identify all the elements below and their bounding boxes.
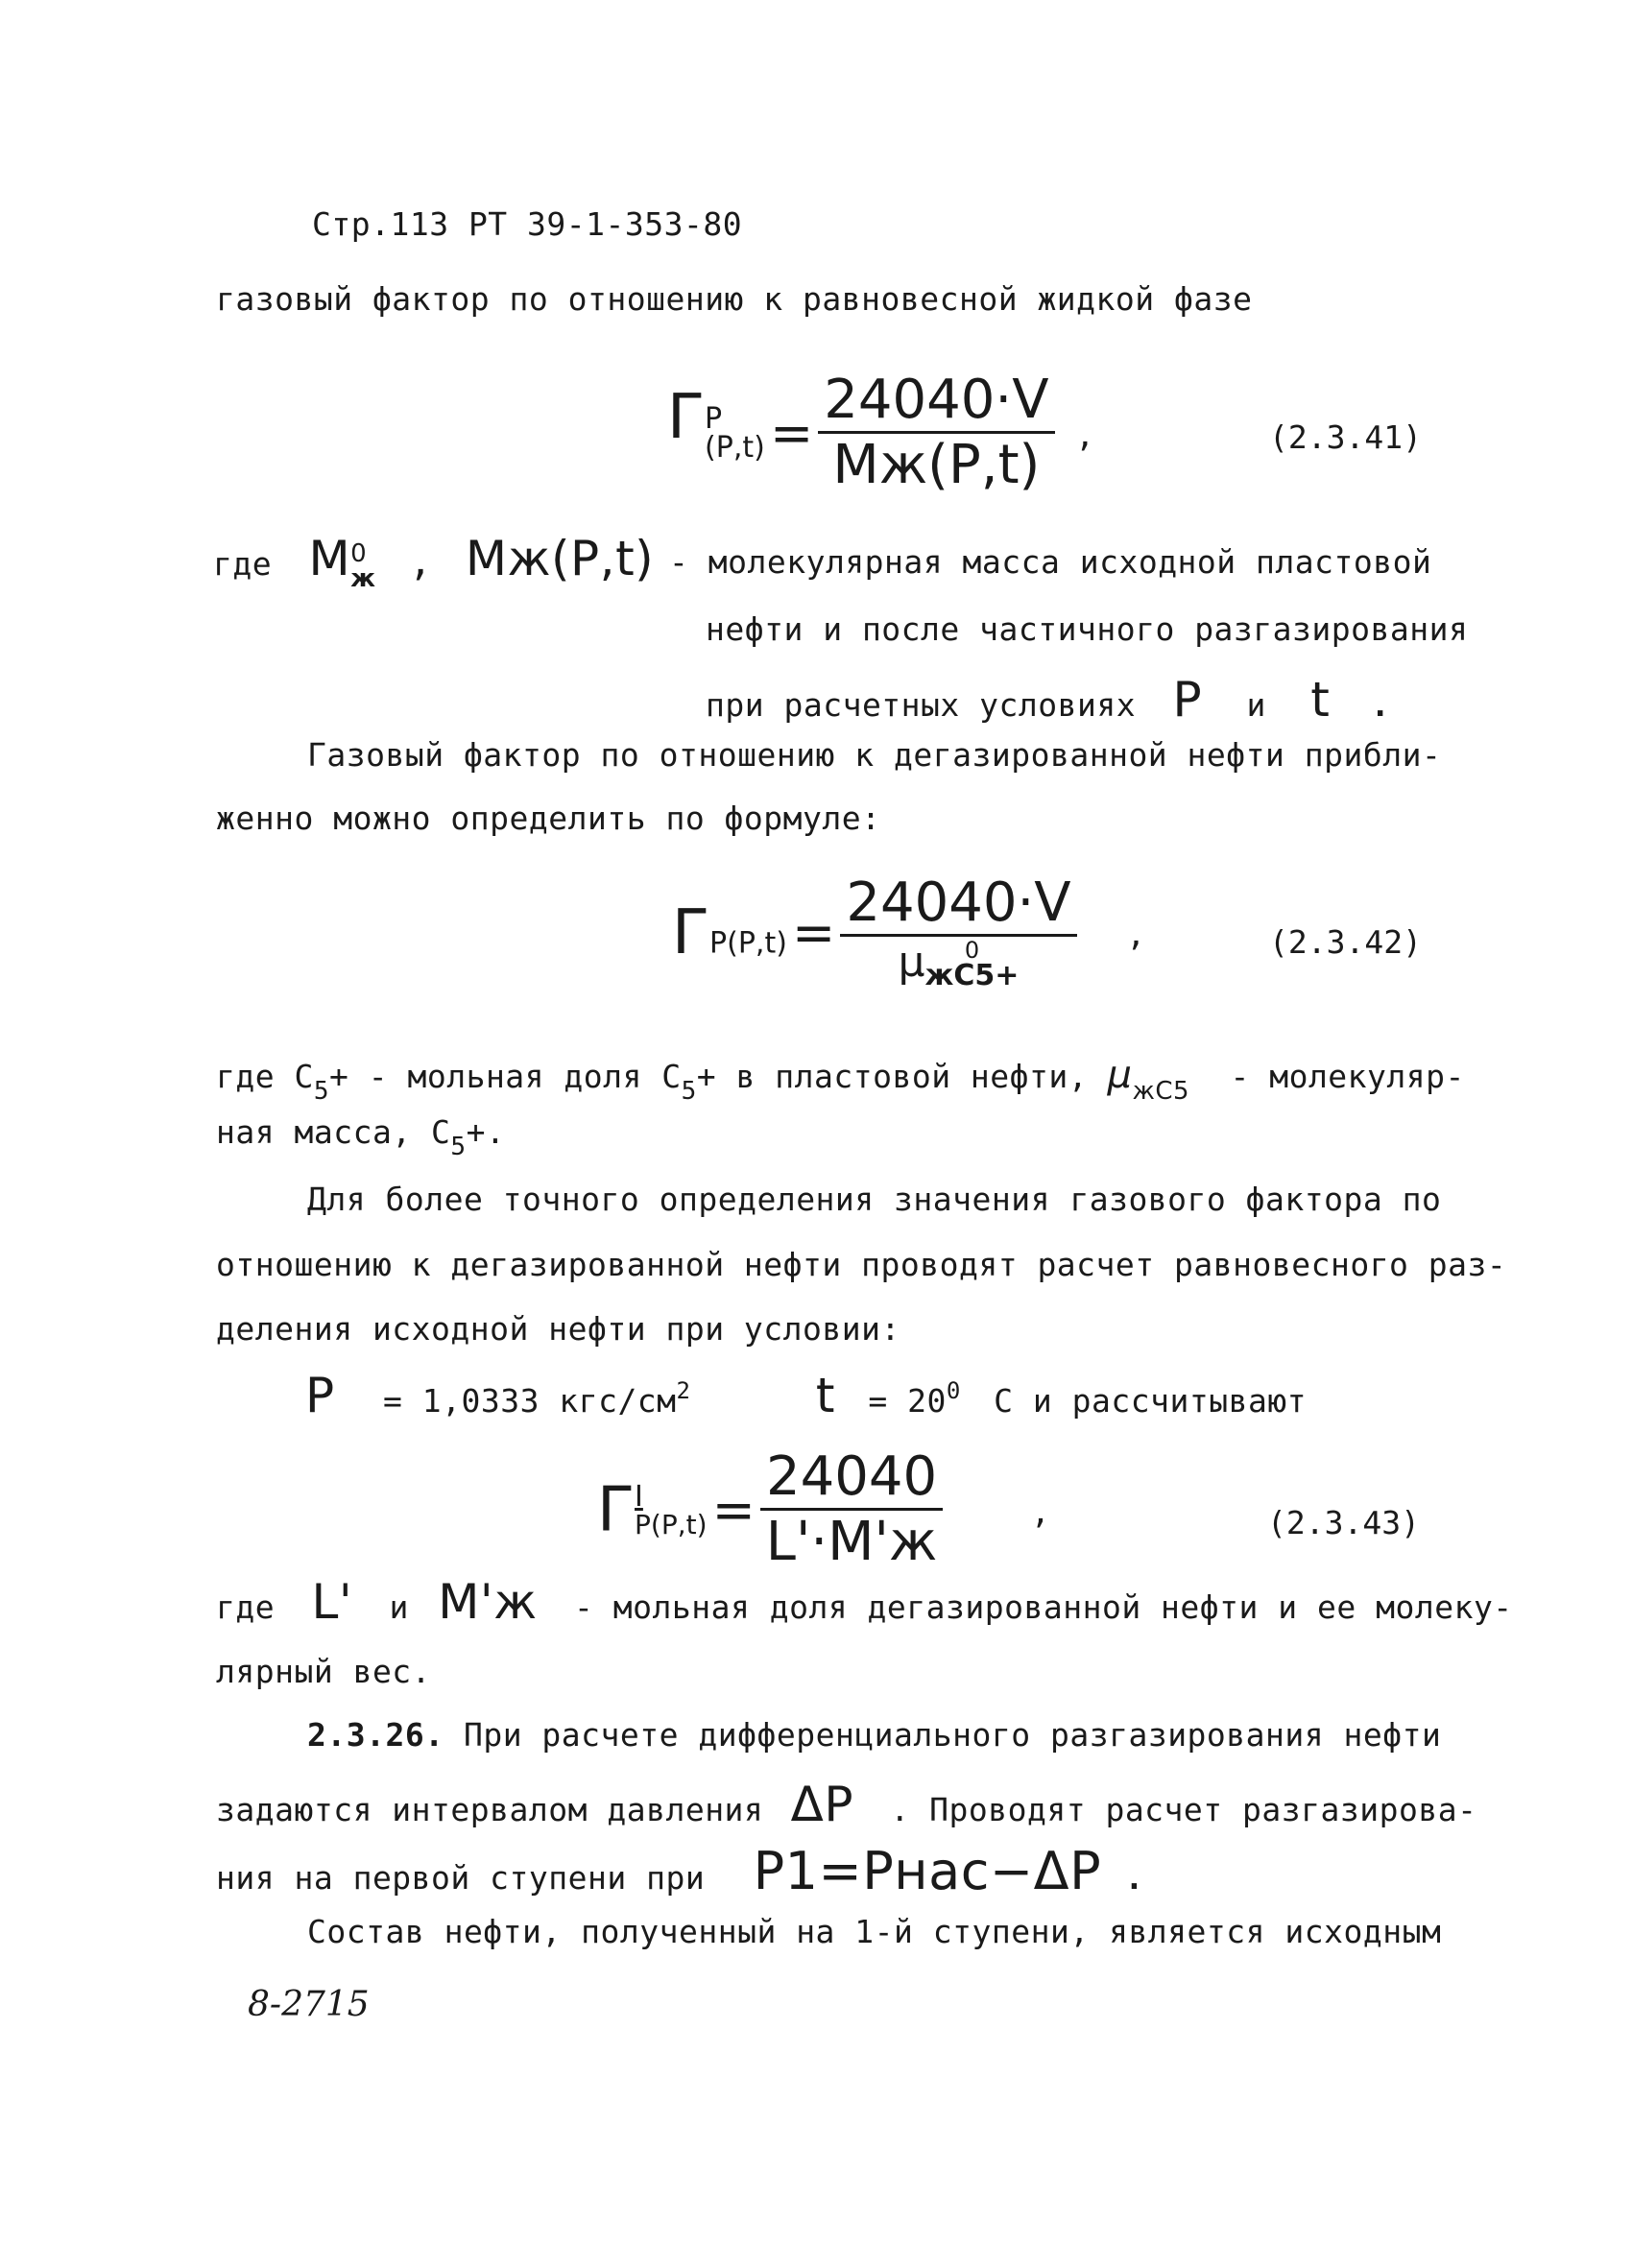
- word: С и рассчитывают: [994, 1382, 1308, 1420]
- mu-symbol: μ: [898, 937, 925, 987]
- word: ная масса, C: [216, 1113, 451, 1151]
- text-line: Для более точного определения значения газового фактора по: [307, 1181, 1442, 1218]
- text-line: Газовый фактор по отношению к дегазированной нефти прибли-: [307, 736, 1442, 774]
- math-symbol: t: [1310, 672, 1331, 728]
- text-line: газовый фактор по отношению к равновесной жидкой фазе: [216, 280, 1253, 318]
- word: - мольная доля дегазированной нефти и ее молеку-: [574, 1588, 1513, 1626]
- word: = 1,0333 кгс/см: [383, 1382, 677, 1420]
- word: +.: [466, 1113, 506, 1151]
- fraction-denominator: L'·M'ж: [765, 1510, 938, 1573]
- section-number: 2.3.26.: [307, 1716, 444, 1754]
- text-line: деления исходной нефти при условии:: [216, 1310, 900, 1348]
- period: .: [1370, 686, 1391, 724]
- comma: ,: [1078, 411, 1092, 456]
- fraction-numerator: 24040: [760, 1449, 943, 1511]
- word: и: [1246, 686, 1266, 724]
- equation-2-3-41: Г P (P,t) = $\frac{24040\cdot V}{Mж(P,t)}$ ,: [667, 369, 1092, 496]
- subscript: 5: [313, 1077, 329, 1106]
- word: и: [389, 1588, 409, 1626]
- math-symbol: M: [308, 531, 351, 586]
- word: + в пластовой нефти,: [696, 1058, 1089, 1095]
- page-header: Стр.113 РТ 39-1-353-80: [312, 205, 743, 243]
- superscript: I: [635, 1479, 643, 1514]
- word: ния на первой ступени при: [216, 1859, 706, 1897]
- superscript: P: [705, 401, 723, 436]
- subscript: (P,t): [705, 430, 765, 465]
- text-line: [307, 1716, 1441, 1754]
- text-line: [213, 531, 654, 591]
- word: где: [216, 1588, 276, 1626]
- word: где: [213, 545, 273, 583]
- text-line: [216, 1841, 1144, 1901]
- word: где C: [216, 1058, 314, 1095]
- math-symbol: ΔP: [790, 1777, 854, 1832]
- math-expression: P1=Pнас−ΔP: [753, 1841, 1102, 1901]
- word: задаются интервалом давления: [216, 1791, 764, 1828]
- text-line: [216, 1053, 1465, 1106]
- text-line: женно можно определить по формуле:: [216, 800, 881, 837]
- gamma-symbol: Г: [597, 1474, 636, 1546]
- word: При расчете дифференциального разгазирования нефти: [463, 1716, 1442, 1754]
- comma: ,: [408, 540, 433, 585]
- subscript: жC5+: [924, 958, 1020, 992]
- text-line: - молекулярная масса исходной пластовой: [669, 543, 1432, 581]
- superscript: 0: [946, 1377, 961, 1404]
- text-line: лярный вес.: [216, 1653, 432, 1690]
- superscript: 2: [676, 1377, 691, 1404]
- footer-note: 8-2715: [248, 1985, 370, 2024]
- fraction-denominator: Mж(P,t): [832, 433, 1041, 496]
- text-line: [216, 1777, 1476, 1832]
- text-line: [305, 1368, 1307, 1423]
- word: - молекуляр-: [1230, 1058, 1465, 1095]
- superscript: 0: [964, 936, 980, 964]
- gamma-symbol: Г: [667, 382, 706, 454]
- equation-number: (2.3.42): [1269, 923, 1422, 961]
- text-line: [706, 672, 1390, 728]
- text-line: [216, 1113, 505, 1161]
- equation-2-3-43: Г $\frac{I}{P(P,t)}$ = $\frac{24040}{L'\cdot M'ж}$ ,: [597, 1445, 1046, 1573]
- text-line: нефти и после частичного разгазирования: [706, 610, 1469, 648]
- fraction-numerator: 24040·V: [840, 875, 1076, 937]
- equation-number: (2.3.41): [1269, 418, 1422, 456]
- equation-number: (2.3.43): [1267, 1504, 1420, 1541]
- fraction-numerator: 24040·V: [818, 372, 1054, 434]
- subscript: жC5: [1132, 1077, 1190, 1106]
- subscript: P(P,t): [635, 1508, 708, 1540]
- mu-symbol: μ: [1107, 1053, 1133, 1097]
- period: .: [1124, 1859, 1144, 1897]
- equation-2-3-42: ГP(P,t) = 24040·V μ 0 жC5+ ,: [672, 871, 1142, 992]
- subscript: 5: [681, 1077, 697, 1106]
- word: при расчетных условиях: [706, 686, 1137, 724]
- word: . Проводят расчет разгазирова-: [890, 1791, 1477, 1828]
- math-symbol: P: [1172, 672, 1203, 728]
- math-symbol: P: [305, 1368, 335, 1423]
- math-symbol: L': [311, 1574, 353, 1630]
- word: + - мольная доля C: [329, 1058, 682, 1095]
- fraction-denominator: [840, 937, 1076, 991]
- subscript: ж: [350, 563, 376, 593]
- text-line: [216, 1574, 1513, 1630]
- math-expression: Mж(P,t): [465, 531, 655, 586]
- superscript: 0: [350, 538, 368, 568]
- subscript: 5: [450, 1133, 467, 1161]
- text-line: Состав нефти, полученный на 1-й ступени, является исходным: [307, 1913, 1442, 1950]
- gamma-symbol: Г: [672, 896, 710, 968]
- subscript: P(P,t): [709, 926, 787, 961]
- comma: ,: [1129, 910, 1142, 955]
- math-symbol: t: [815, 1368, 835, 1423]
- word: = 20: [868, 1382, 947, 1420]
- comma: ,: [1034, 1488, 1046, 1533]
- text-line: отношению к дегазированной нефти проводят расчет равновесного раз-: [216, 1246, 1507, 1283]
- math-symbol: M'ж: [438, 1574, 538, 1630]
